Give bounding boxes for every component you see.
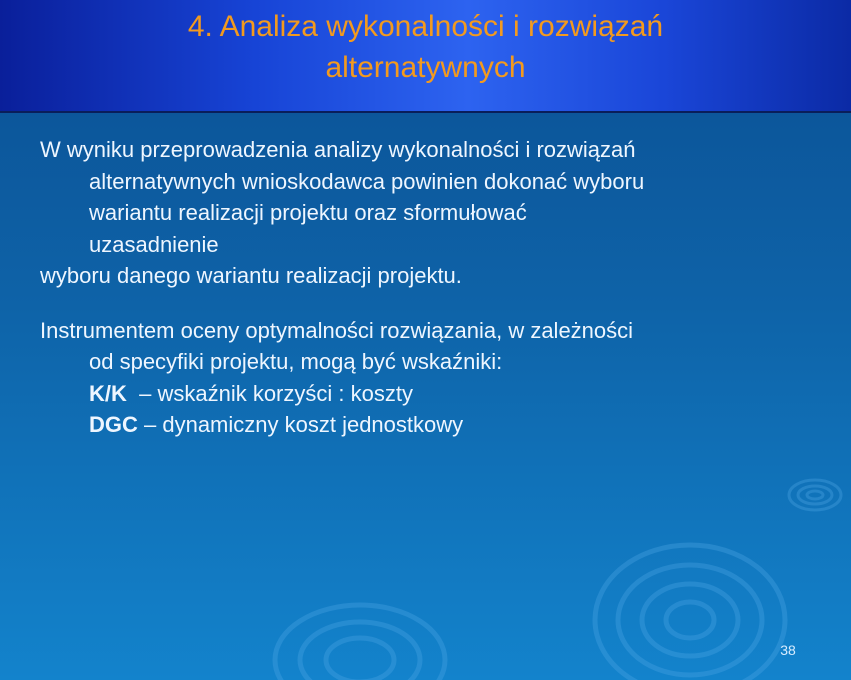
paragraph-2-line-2: od specyfiki projektu, mogą być wskaźniki:: [89, 349, 503, 374]
paragraph-indicators: [40, 315, 820, 441]
indicator-kk-abbr: K/K: [89, 380, 127, 406]
slide-title: [0, 6, 851, 88]
paragraph-1-line-5: wyboru danego wariantu realizacji projektu.: [40, 263, 462, 288]
paragraph-1-line-4: uzasadnienie: [89, 231, 219, 257]
indicator-dgc-abbr: DGC: [89, 412, 138, 437]
paragraph-1-line-2: alternatywnych wnioskodawca powinien dokonać wyboru: [89, 168, 645, 194]
title-line-1: 4. Analiza wykonalności i rozwiązań: [187, 10, 664, 43]
indicator-dgc: [40, 409, 820, 441]
indicator-dgc-desc: – dynamiczny koszt jednostkowy: [137, 412, 464, 437]
paragraph-2-line-1: Instrumentem oceny optymalności rozwiązania, w zależności: [40, 317, 634, 343]
paragraph-1-line-1: W wyniku przeprowadzenia analizy wykonalności i rozwiązań: [40, 137, 636, 162]
page-number: 38: [780, 642, 796, 658]
indicator-kk: [40, 378, 820, 410]
indicator-kk-desc: – wskaźnik korzyści : koszty: [126, 380, 413, 406]
title-line-2: alternatywnych: [325, 51, 526, 84]
slide-body: [40, 134, 820, 464]
paragraph-1-line-3: wariantu realizacji projektu oraz sformułować: [89, 200, 527, 225]
paragraph-feasibility: [40, 134, 820, 292]
title-band: [0, 0, 851, 113]
